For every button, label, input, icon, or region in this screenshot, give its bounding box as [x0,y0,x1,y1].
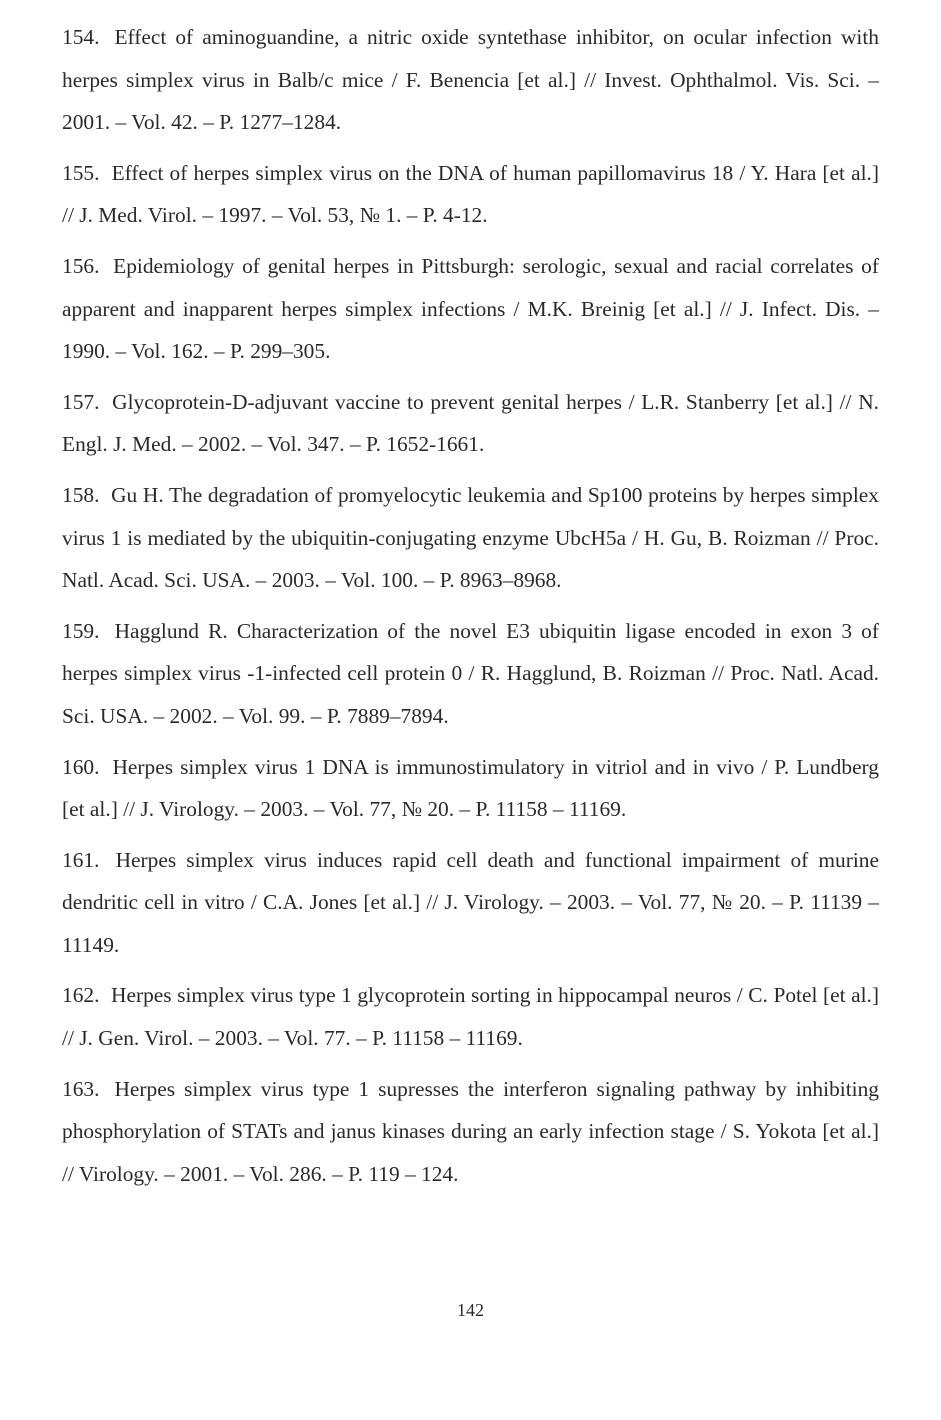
reference-list [62,16,879,1203]
reference-item [62,381,879,466]
reference-text: Glycoprotein-D-adjuvant vaccine to prevent genital herpes / L.R. Stanberry [et al.] // N. Engl. J. Med. – 2002. – Vol. 347. – P. 1652-1661. [62,389,879,457]
reference-number: 159. [62,618,100,643]
reference-item [62,746,879,831]
page-number: 142 [457,1300,484,1320]
reference-number: 162. [62,983,100,1008]
reference-number: 157. [62,389,100,414]
reference-item [62,1068,879,1196]
reference-number: 156. [62,253,100,278]
reference-item [62,474,879,602]
reference-number: 160. [62,754,100,779]
reference-text: Herpes simplex virus type 1 glycoprotein sorting in hippocampal neuros / C. Potel [et al.] // J. Gen. Virol. – 2003. – Vol. 77. – P. 11158 – 11169. [62,983,879,1051]
reference-text: Herpes simplex virus 1 DNA is immunostimulatory in vitriol and in vivo / P. Lundberg [et al.] // J. Virology. – 2003. – Vol. 77, № 20. – P. 11158 – 11169. [62,754,879,822]
reference-item [62,610,879,738]
reference-text: Effect of herpes simplex virus on the DNA of human papillomavirus 18 / Y. Hara [et al.] // J. Med. Virol. – 1997. – Vol. 53, № 1. – P. 4-12. [62,160,879,228]
reference-number: 161. [62,847,100,872]
reference-text: Epidemiology of genital herpes in Pittsburgh: serologic, sexual and racial correlates of apparent and inapparent herpes simplex infections / M.K. Breinig [et al.] // J. Infect. Dis. – 1990. – Vol. 162. – P. 299–305. [62,253,879,364]
reference-number: 155. [62,160,100,185]
reference-text: Effect of aminoguandine, a nitric oxide syntethase inhibitor, on ocular infection with herpes simplex virus in Balb/c mice / F. Benencia [et al.] // Invest. Ophthalmol. Vis. Sci. – 2001. – Vol. 42. – P. 1277–1284. [62,25,879,135]
reference-item [62,974,879,1059]
reference-number: 163. [62,1076,100,1101]
reference-item [62,152,879,237]
reference-number: 154. [62,25,100,49]
reference-text: Hagglund R. Characterization of the novel E3 ubiquitin ligase encoded in exon 3 of herpes simplex virus -1-infected cell protein 0 / R. Hagglund, B. Roizman // Proc. Natl. Acad. Sci. USA. – 2002. – Vol. 99. – P. 7889–7894. [62,618,879,728]
reference-item [62,16,879,144]
reference-number: 158. [62,482,100,507]
reference-text: Herpes simplex virus type 1 supresses the interferon signaling pathway by inhibiting phosphorylation of STATs and janus kinases during an early infection stage / S. Yokota [et al.] // Virology. – 2001. – Vol. 286. – P. 119 – 124. [62,1076,879,1186]
reference-item [62,245,879,373]
reference-item [62,839,879,967]
reference-text: Herpes simplex virus induces rapid cell death and functional impairment of murine dendritic cell in vitro / C.A. Jones [et al.] // J. Virology. – 2003. – Vol. 77, № 20. – P. 11139 – 11149. [62,847,879,957]
reference-text: Gu H. The degradation of promyelocytic leukemia and Sp100 proteins by herpes simplex virus 1 is mediated by the ubiquitin-conjugating enzyme UbcH5a / H. Gu, B. Roizman // Proc. Natl. Acad. Sci. USA. – 2003. – Vol. 100. – P. 8963–8968. [62,482,879,593]
